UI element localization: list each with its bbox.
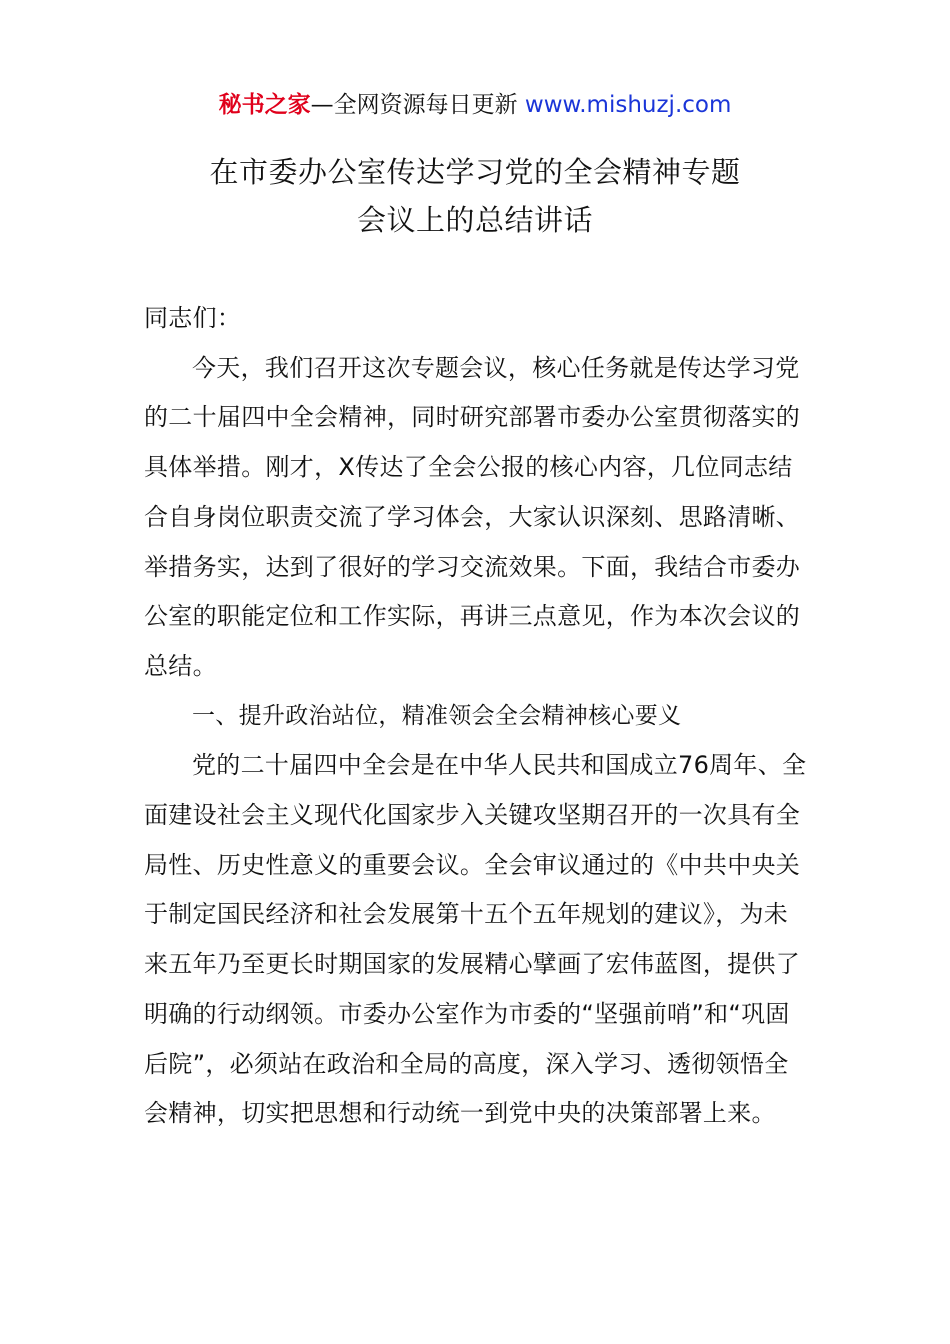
paragraph-section-1: 党的二十届四中全会是在中华人民共和国成立76周年、全面建设社会主义现代化国家步入关键攻坚期召开的一次具有全局性、历史性意义的重要会议。全会审议通过的《中共中央关于制定国民经济和社会发展第十五个五年规划的建议》，为未来五年乃至更长时期国家的发展精心擘画了宏伟蓝图，提供了明确的行动纲领。市委办公室作为市委的“坚强前哨”和“巩固后院”，必须站在政治和全局的高度，深入学习、透彻领悟全会精神，切实把思想和行动统一到党中央的决策部署上来。 xyxy=(144,751,807,1128)
document-title xyxy=(0,148,950,244)
banner-tagline: —全网资源每日更新 xyxy=(310,92,525,118)
document-body xyxy=(144,294,808,1139)
section-heading-1: 一、提升政治站位，精准领会全会精神核心要义 xyxy=(192,702,682,729)
site-url-link[interactable]: www.mishuzj.com xyxy=(524,92,732,118)
salutation: 同志们： xyxy=(144,304,242,332)
title-line-2: 会议上的总结讲话 xyxy=(356,203,593,237)
site-banner xyxy=(0,88,950,122)
title-line-1: 在市委办公室传达学习党的全会精神专题 xyxy=(209,155,741,189)
brand-name: 秘书之家 xyxy=(218,92,311,118)
paragraph-intro: 今天，我们召开这次专题会议，核心任务就是传达学习党的二十届四中全会精神，同时研究部署市委办公室贯彻落实的具体举措。刚才，X传达了全会公报的核心内容，几位同志结合自身岗位职责交流了学习体会，大家认识深刻、思路清晰、举措务实，达到了很好的学习交流效果。下面，我结合市委办公室的职能定位和工作实际，再讲三点意见，作为本次会议的总结。 xyxy=(144,353,801,680)
